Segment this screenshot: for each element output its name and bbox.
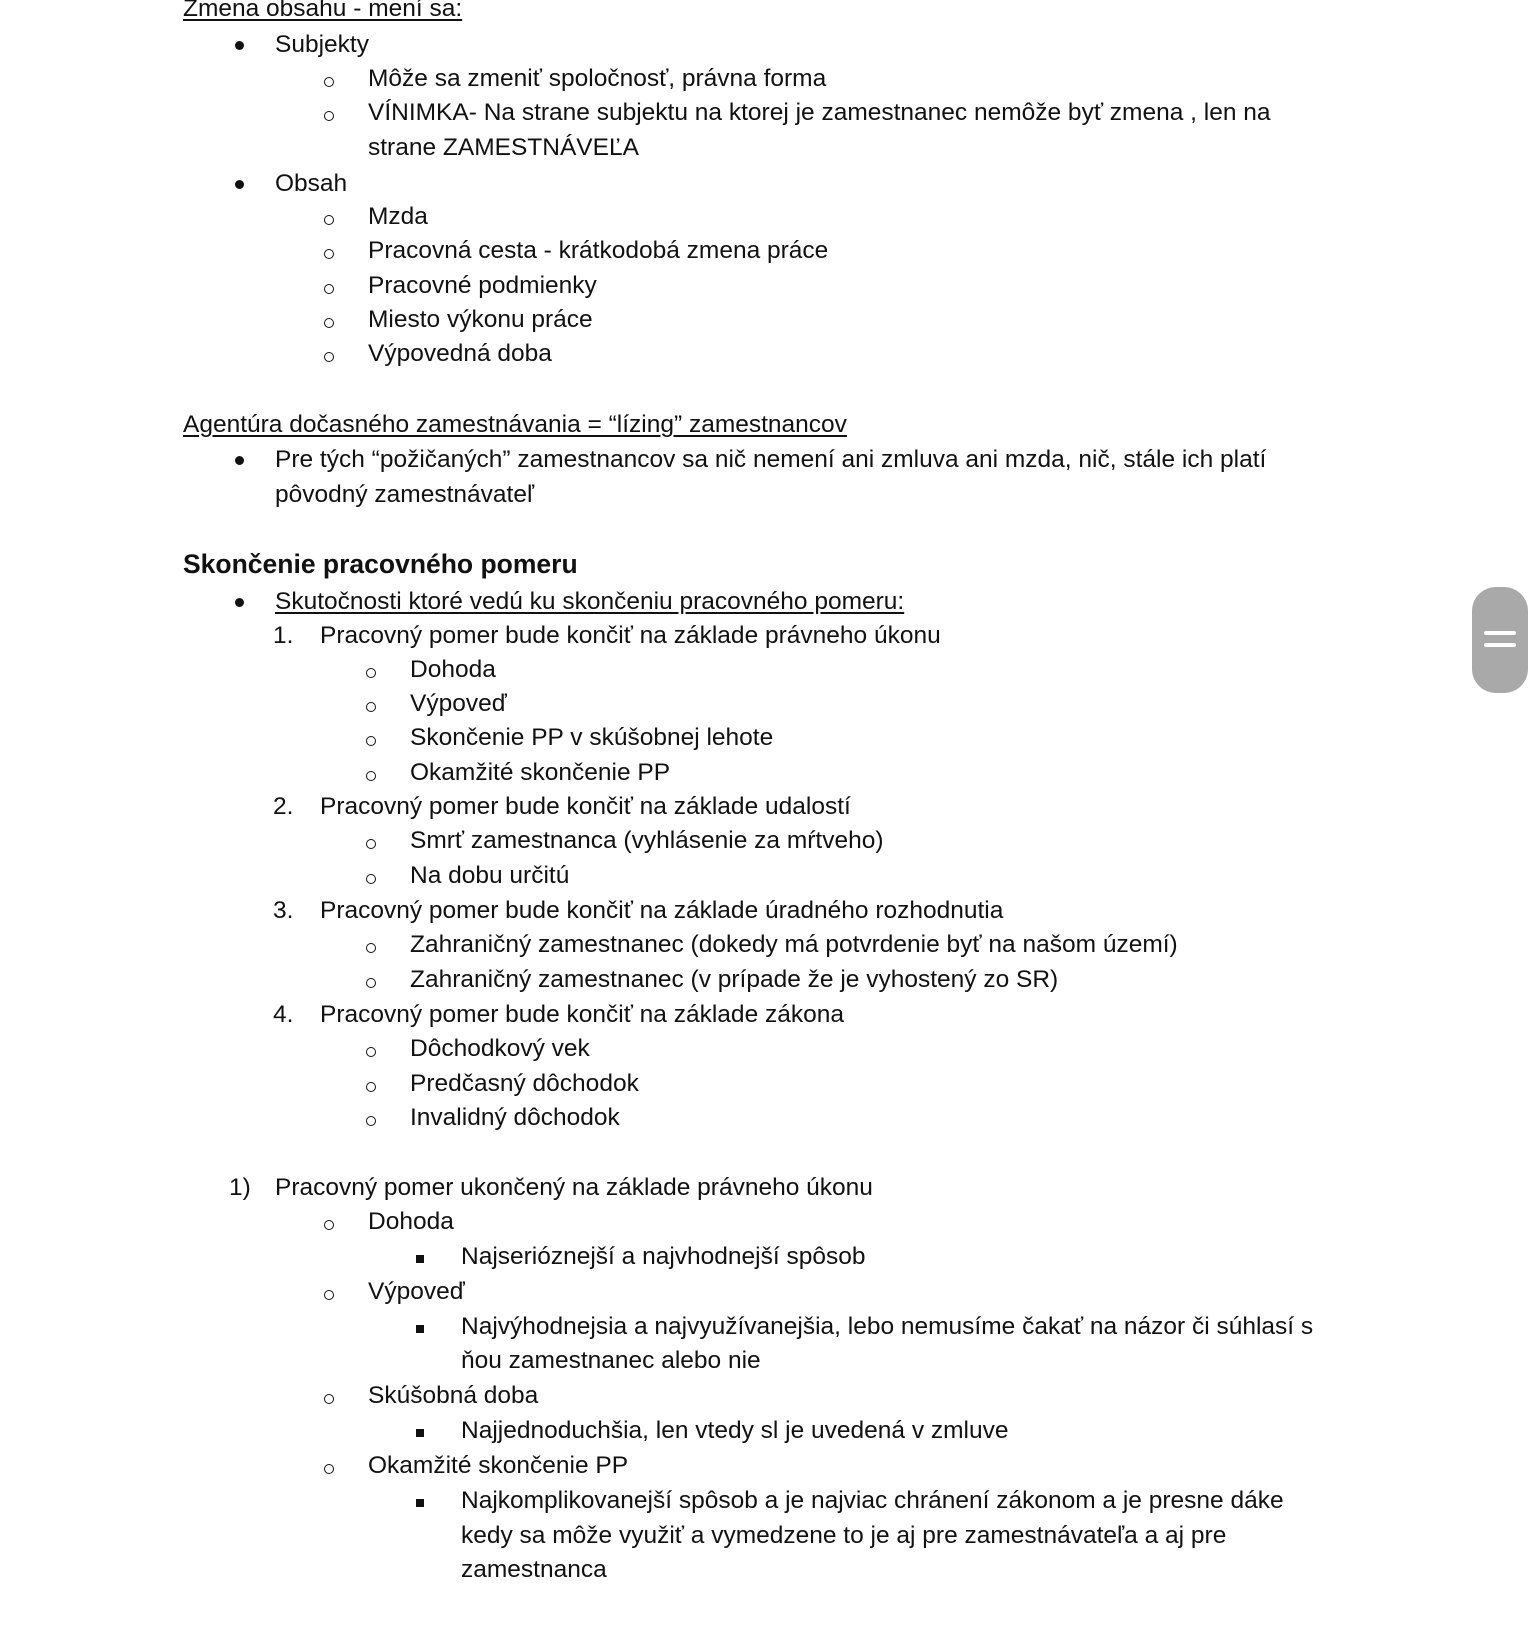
list-item: Najserióznejší a najvhodnejší spôsob xyxy=(461,1243,866,1270)
list-item: Výpoveď xyxy=(410,690,507,717)
bullet-disc xyxy=(235,41,244,50)
list-number: 4. xyxy=(273,1001,294,1028)
list-item: Výpoveď xyxy=(368,1278,465,1305)
list-item: Okamžité skončenie PP xyxy=(410,759,671,786)
grip-line xyxy=(1484,643,1516,647)
bullet-circle xyxy=(366,1047,376,1057)
bullet-circle xyxy=(366,943,376,953)
list-item: Na dobu určitú xyxy=(410,862,570,889)
bullet-disc xyxy=(235,456,244,465)
bullet-circle xyxy=(366,668,376,678)
list-item: Pracovný pomer bude končiť na základe právneho úkonu xyxy=(320,622,941,649)
bullet-square xyxy=(416,1255,424,1263)
list-item: Obsah xyxy=(275,170,348,197)
list-item: Skončenie PP v skúšobnej lehote xyxy=(410,724,774,751)
bullet-square xyxy=(416,1325,424,1333)
list-item: Pracovný pomer ukončený na základe právneho úkonu xyxy=(275,1174,873,1201)
bullet-circle xyxy=(324,1290,334,1300)
bullet-circle xyxy=(324,1464,334,1474)
grip-line xyxy=(1484,631,1516,635)
bullet-circle xyxy=(324,111,334,121)
section-heading-agency: Agentúra dočasného zamestnávania = “lízing” zamestnancov xyxy=(183,411,847,438)
list-item: Pracovný pomer bude končiť na základe zákona xyxy=(320,1001,844,1028)
list-item: Pre tých “požičaných” zamestnancov sa nič nemení ani zmluva ani mzda, nič, stále ich platí xyxy=(275,446,1267,473)
list-item-continuation: ňou zamestnanec alebo nie xyxy=(461,1347,761,1374)
list-item: Výpovedná doba xyxy=(368,340,552,367)
bullet-square xyxy=(416,1429,424,1437)
list-item: Miesto výkonu práce xyxy=(368,306,593,333)
bullet-circle xyxy=(366,771,376,781)
list-item-continuation: zamestnanca xyxy=(461,1556,607,1583)
list-item: Pracovný pomer bude končiť na základe udalostí xyxy=(320,793,851,820)
list-item: Najvýhodnejsia a najvyužívanejšia, lebo nemusíme čakať na názor či súhlasí s xyxy=(461,1313,1314,1340)
bullet-circle xyxy=(324,1220,334,1230)
list-item: Najjednoduchšia, len vtedy sl je uvedená v zmluve xyxy=(461,1417,1009,1444)
list-item: VÍNIMKA- Na strane subjektu na ktorej je zamestnanec nemôže byť zmena , len na xyxy=(368,99,1271,126)
bullet-circle xyxy=(366,736,376,746)
list-number: 1) xyxy=(229,1174,251,1201)
bullet-circle xyxy=(366,839,376,849)
list-item: Dohoda xyxy=(368,1208,454,1235)
list-number: 1. xyxy=(273,622,294,649)
bullet-circle xyxy=(366,1082,376,1092)
list-item: Skúšobná doba xyxy=(368,1382,539,1409)
list-item-facts: Skutočnosti ktoré vedú ku skončeniu pracovného pomeru: xyxy=(275,588,905,615)
bullet-disc xyxy=(235,598,244,607)
list-item: Subjekty xyxy=(275,31,369,58)
section-heading-end: Skončenie pracovného pomeru xyxy=(183,549,578,579)
bullet-square xyxy=(416,1499,424,1507)
list-item: Pracovný pomer bude končiť na základe úradného rozhodnutia xyxy=(320,897,1004,924)
list-item-continuation: strane ZAMESTNÁVEĽA xyxy=(368,134,639,161)
scroll-handle[interactable] xyxy=(1472,587,1528,693)
bullet-circle xyxy=(324,215,334,225)
list-item: Invalidný dôchodok xyxy=(410,1104,620,1131)
bullet-circle xyxy=(366,1116,376,1126)
list-item: Dohoda xyxy=(410,656,496,683)
list-item: Mzda xyxy=(368,203,428,230)
list-item: Zahraničný zamestnanec (v prípade že je vyhostený zo SR) xyxy=(410,966,1059,993)
list-item-continuation: pôvodný zamestnávateľ xyxy=(275,481,535,508)
list-number: 3. xyxy=(273,897,294,924)
list-item: Dôchodkový vek xyxy=(410,1035,590,1062)
list-item: Smrť zamestnanca (vyhlásenie za mŕtveho) xyxy=(410,827,884,854)
bullet-disc xyxy=(235,180,244,189)
bullet-circle xyxy=(324,249,334,259)
list-item: Môže sa zmeniť spoločnosť, právna forma xyxy=(368,65,827,92)
list-item: Pracovné podmienky xyxy=(368,272,597,299)
bullet-circle xyxy=(324,318,334,328)
list-number: 2. xyxy=(273,793,294,820)
list-item: Najkomplikovanejší spôsob a je najviac chránení zákonom a je presne dáke xyxy=(461,1487,1284,1514)
bullet-circle xyxy=(366,702,376,712)
list-item: Pracovná cesta - krátkodobá zmena práce xyxy=(368,237,829,264)
section-heading-change: Zmena obsahu - mení sa: xyxy=(183,0,463,22)
bullet-circle xyxy=(366,978,376,988)
bullet-circle xyxy=(366,874,376,884)
bullet-circle xyxy=(324,77,334,87)
bullet-circle xyxy=(324,284,334,294)
list-item: Okamžité skončenie PP xyxy=(368,1452,629,1479)
bullet-circle xyxy=(324,1394,334,1404)
list-item: Predčasný dôchodok xyxy=(410,1070,639,1097)
list-item: Zahraničný zamestnanec (dokedy má potvrdenie byť na našom území) xyxy=(410,931,1178,958)
list-item-continuation: kedy sa môže využiť a vymedzene to je aj pre zamestnávateľa a aj pre xyxy=(461,1522,1227,1549)
bullet-circle xyxy=(324,352,334,362)
